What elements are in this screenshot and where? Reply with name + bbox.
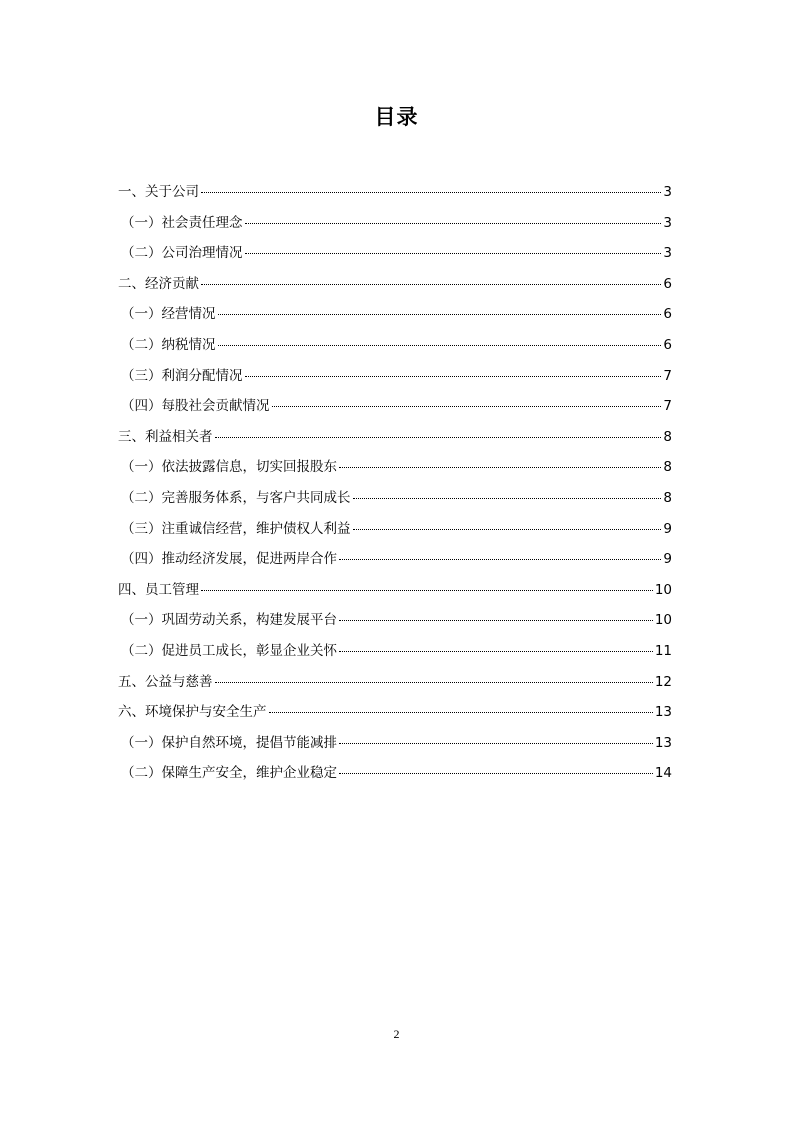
toc-subsection-entry[interactable] xyxy=(118,452,672,483)
toc-subsection-entry[interactable] xyxy=(118,514,672,545)
toc-entry-label: （二）促进员工成长，彰显企业关怀 xyxy=(121,642,337,659)
toc-subsection-entry[interactable] xyxy=(118,361,672,392)
toc-dot-leader xyxy=(201,192,661,193)
page-title: 目录 xyxy=(374,105,419,129)
toc-entry-label: （二）保障生产安全，维护企业稳定 xyxy=(121,765,337,782)
toc-entry-label: （二）完善服务体系，与客户共同成长 xyxy=(121,489,351,506)
toc-dot-leader xyxy=(201,590,653,591)
toc-dot-leader xyxy=(218,314,662,315)
toc-entry-label: （一）依法披露信息，切实回报股东 xyxy=(121,459,337,476)
toc-entry-label: 二、经济贡献 xyxy=(118,275,199,292)
toc-dot-leader xyxy=(245,223,662,224)
toc-entry-label: （三）利润分配情况 xyxy=(121,367,243,384)
toc-entry-label: 三、利益相关者 xyxy=(118,428,213,445)
toc-subsection-entry[interactable] xyxy=(118,605,672,636)
toc-dot-leader xyxy=(272,406,662,407)
toc-subsection-entry[interactable] xyxy=(118,330,672,361)
toc-subsection-entry[interactable] xyxy=(118,391,672,422)
toc-subsection-entry[interactable] xyxy=(118,208,672,239)
toc-entry-page-number: 6 xyxy=(663,336,672,353)
toc-dot-leader xyxy=(218,345,662,346)
toc-entry-page-number: 3 xyxy=(663,214,672,231)
toc-dot-leader xyxy=(245,376,662,377)
toc-subsection-entry[interactable] xyxy=(118,544,672,575)
toc-entry-page-number: 10 xyxy=(654,612,672,629)
toc-dot-leader xyxy=(339,620,653,621)
toc-dot-leader xyxy=(339,651,653,652)
toc-entry-page-number: 12 xyxy=(654,673,672,690)
toc-subsection-entry[interactable] xyxy=(118,483,672,514)
toc-subsection-entry[interactable] xyxy=(118,758,672,789)
toc-entry-label: （四）推动经济发展，促进两岸合作 xyxy=(121,551,337,568)
toc-entry-label: （四）每股社会贡献情况 xyxy=(121,398,270,415)
toc-entry-page-number: 3 xyxy=(663,245,672,262)
toc-section-entry[interactable] xyxy=(118,667,672,698)
toc-entry-page-number: 6 xyxy=(663,306,672,323)
toc-entry-page-number: 9 xyxy=(663,520,672,537)
toc-dot-leader xyxy=(339,467,661,468)
toc-section-entry[interactable] xyxy=(118,575,672,606)
toc-entry-page-number: 7 xyxy=(663,367,672,384)
toc-entry-label: 四、员工管理 xyxy=(118,581,199,598)
toc-entry-label: （一）经营情况 xyxy=(121,306,216,323)
toc-entry-label: （二）纳税情况 xyxy=(121,336,216,353)
toc-entry-page-number: 7 xyxy=(663,398,672,415)
toc-entry-page-number: 11 xyxy=(654,642,672,659)
toc-subsection-entry[interactable] xyxy=(118,636,672,667)
toc-section-entry[interactable] xyxy=(118,422,672,453)
toc-subsection-entry[interactable] xyxy=(118,238,672,269)
toc-dot-leader xyxy=(353,498,662,499)
toc-entry-label: （一）社会责任理念 xyxy=(121,214,243,231)
toc-entry-label: （三）注重诚信经营，维护债权人利益 xyxy=(121,520,351,537)
toc-entry-label: 六、环境保护与安全生产 xyxy=(118,704,267,721)
toc-entry-label: 一、关于公司 xyxy=(118,184,199,200)
toc-entry-page-number: 10 xyxy=(654,581,672,598)
toc-subsection-entry[interactable] xyxy=(118,728,672,759)
toc-entry-label: （一）巩固劳动关系，构建发展平台 xyxy=(121,612,337,629)
toc-dot-leader xyxy=(339,773,653,774)
toc-section-entry[interactable] xyxy=(118,697,672,728)
toc-entry-label: 五、公益与慈善 xyxy=(118,673,213,690)
toc-dot-leader xyxy=(339,743,653,744)
page-number: 2 xyxy=(393,1027,400,1041)
toc-dot-leader xyxy=(215,437,662,438)
toc-dot-leader xyxy=(245,253,662,254)
toc-entry-label: （二）公司治理情况 xyxy=(121,245,243,262)
toc-entry-page-number: 6 xyxy=(663,275,672,292)
toc-dot-leader xyxy=(339,559,661,560)
toc-section-entry[interactable] xyxy=(118,269,672,300)
toc-entry-page-number: 8 xyxy=(663,489,672,506)
toc-entry-page-number: 13 xyxy=(654,734,672,751)
toc-dot-leader xyxy=(353,529,662,530)
toc-entry-page-number: 9 xyxy=(663,551,672,568)
toc-dot-leader xyxy=(215,682,653,683)
toc-subsection-entry[interactable] xyxy=(118,299,672,330)
toc-section-entry[interactable] xyxy=(118,177,672,208)
toc-dot-leader xyxy=(269,712,653,713)
toc-entry-page-number: 8 xyxy=(663,459,672,476)
toc-entry-page-number: 8 xyxy=(663,428,672,445)
toc-entry-page-number: 3 xyxy=(663,184,672,200)
toc-entry-page-number: 13 xyxy=(654,704,672,721)
toc-entry-page-number: 14 xyxy=(654,765,672,782)
table-of-contents xyxy=(118,177,672,789)
toc-dot-leader xyxy=(201,284,661,285)
toc-entry-label: （一）保护自然环境，提倡节能减排 xyxy=(121,734,337,751)
